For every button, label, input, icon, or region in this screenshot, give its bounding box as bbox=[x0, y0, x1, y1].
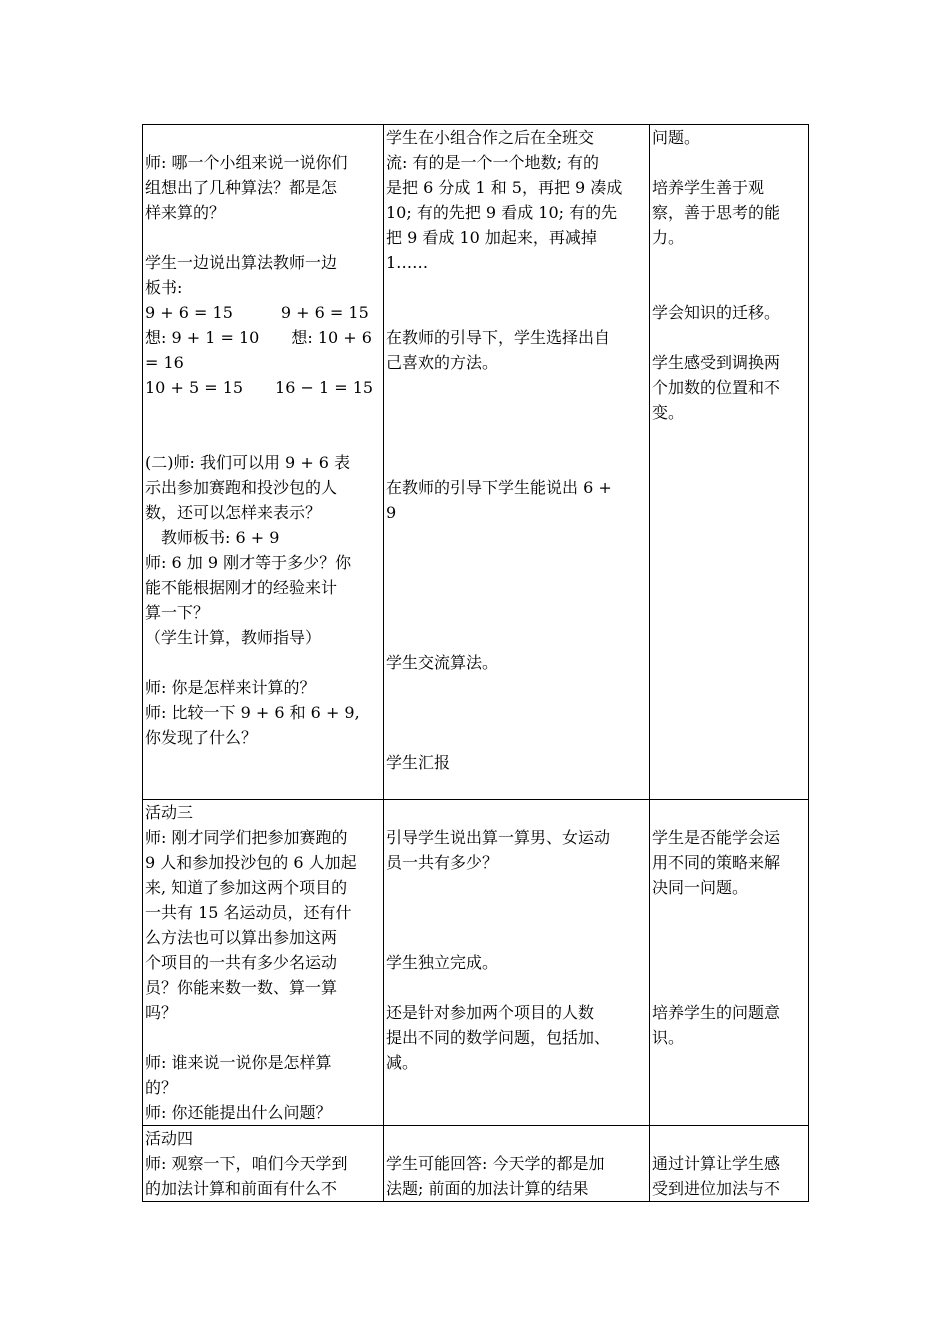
cell-line: 在教师的引导下学生能说出 6 + bbox=[386, 478, 612, 497]
section-heading: 活动四 bbox=[145, 1129, 194, 1148]
cell-line: 引导学生说出算一算男、女运动 bbox=[386, 828, 611, 847]
cell-line: 吗？ bbox=[145, 1003, 178, 1022]
cell-line: 通过计算让学生感 bbox=[652, 1154, 781, 1173]
cell-line: 力。 bbox=[652, 228, 685, 247]
cell-line: 算一下？ bbox=[145, 603, 210, 622]
cell-line: 把 9 看成 10 加起来，再减掉 bbox=[386, 228, 597, 247]
cell-line: 减。 bbox=[386, 1053, 419, 1072]
cell-line: （学生计算，教师指导） bbox=[145, 628, 322, 647]
table-row bbox=[143, 800, 809, 1126]
equation-line: 10 + 5 = 15 16 − 1 = 15 bbox=[145, 378, 374, 397]
cell-line: 师: 谁来说一说你是怎样算 bbox=[145, 1053, 332, 1072]
student-activity-cell bbox=[384, 1126, 650, 1202]
cell-line: 一共有 15 名运动员，还有什 bbox=[145, 903, 352, 922]
cell-line: 9 bbox=[386, 503, 397, 522]
cell-line: 组想出了几种算法？都是怎 bbox=[145, 178, 338, 197]
cell-line: 能不能根据刚才的经验来计 bbox=[145, 578, 338, 597]
cell-line: 受到进位加法与不 bbox=[652, 1179, 781, 1198]
cell-line: 学会知识的迁移。 bbox=[652, 303, 781, 322]
teacher-activity-cell bbox=[143, 800, 384, 1126]
design-intent-cell bbox=[650, 800, 809, 1126]
cell-line: 师: 你是怎样来计算的？ bbox=[145, 678, 316, 697]
cell-line: 师: 6 加 9 刚才等于多少？你 bbox=[145, 553, 352, 572]
table-row bbox=[143, 125, 809, 800]
cell-line: 学生一边说出算法教师一边 bbox=[145, 253, 338, 272]
cell-line: 变。 bbox=[652, 403, 685, 422]
cell-line: 板书: bbox=[145, 278, 183, 297]
equation-line: 想: 9 + 1 = 10 想: 10 + 6 bbox=[145, 328, 372, 347]
lesson-plan-table bbox=[142, 124, 809, 1202]
design-intent-cell bbox=[650, 125, 809, 800]
cell-line: 么方法也可以算出参加这两 bbox=[145, 928, 338, 947]
equation-line: 9 + 6 = 15 9 + 6 = 15 bbox=[145, 303, 369, 322]
teacher-activity-cell bbox=[143, 125, 384, 800]
cell-line: 师: 比较一下 9 + 6 和 6 + 9, bbox=[145, 703, 360, 722]
cell-line: 学生是否能学会运 bbox=[652, 828, 781, 847]
cell-line: 法题; 前面的加法计算的结果 bbox=[386, 1179, 589, 1198]
cell-line: 提出不同的数学问题，包括加、 bbox=[386, 1028, 611, 1047]
cell-line: 问题。 bbox=[652, 128, 701, 147]
cell-line: 己喜欢的方法。 bbox=[386, 353, 499, 372]
cell-line: 决同一问题。 bbox=[652, 878, 749, 897]
section-heading: 活动三 bbox=[145, 803, 194, 822]
cell-line: 的加法计算和前面有什么不 bbox=[145, 1179, 338, 1198]
cell-line: 师: 哪一个小组来说一说你们 bbox=[145, 153, 348, 172]
cell-line: 个项目的一共有多少名运动 bbox=[145, 953, 338, 972]
equation-line: = 16 bbox=[145, 353, 184, 372]
cell-line: 学生可能回答: 今天学的都是加 bbox=[386, 1154, 605, 1173]
table-row bbox=[143, 1126, 809, 1202]
cell-line: 学生交流算法。 bbox=[386, 653, 499, 672]
cell-line: 察，善于思考的能 bbox=[652, 203, 781, 222]
student-activity-cell bbox=[384, 125, 650, 800]
cell-line: 教师板书: 6 + 9 bbox=[145, 528, 280, 547]
cell-line: 员？你能来数一数、算一算 bbox=[145, 978, 338, 997]
cell-line: 学生在小组合作之后在全班交 bbox=[386, 128, 595, 147]
teacher-activity-cell bbox=[143, 1126, 384, 1202]
cell-line: 师: 刚才同学们把参加赛跑的 bbox=[145, 828, 348, 847]
design-intent-cell bbox=[650, 1126, 809, 1202]
cell-line: 来, 知道了参加这两个项目的 bbox=[145, 878, 348, 897]
cell-line: 10; 有的先把 9 看成 10; 有的先 bbox=[386, 203, 618, 222]
cell-line: 你发现了什么？ bbox=[145, 728, 258, 747]
cell-line: 学生感受到调换两 bbox=[652, 353, 781, 372]
cell-line: 员一共有多少？ bbox=[386, 853, 499, 872]
cell-line: (二)师: 我们可以用 9 + 6 表 bbox=[145, 453, 351, 472]
cell-line: 个加数的位置和不 bbox=[652, 378, 781, 397]
cell-line: 9 人和参加投沙包的 6 人加起 bbox=[145, 853, 357, 872]
cell-line: 识。 bbox=[652, 1028, 685, 1047]
cell-line: 1…… bbox=[386, 253, 429, 272]
cell-line: 还是针对参加两个项目的人数 bbox=[386, 1003, 595, 1022]
cell-line: 样来算的？ bbox=[145, 203, 226, 222]
cell-line: 数，还可以怎样来表示？ bbox=[145, 503, 322, 522]
cell-line: 在教师的引导下，学生选择出自 bbox=[386, 328, 611, 347]
cell-line: 流: 有的是一个一个地数; 有的 bbox=[386, 153, 599, 172]
cell-line: 的？ bbox=[145, 1078, 178, 1097]
student-activity-cell bbox=[384, 800, 650, 1126]
cell-line: 学生独立完成。 bbox=[386, 953, 499, 972]
cell-line: 学生汇报 bbox=[386, 753, 451, 772]
cell-line: 培养学生的问题意 bbox=[652, 1003, 781, 1022]
cell-line: 培养学生善于观 bbox=[652, 178, 765, 197]
cell-line: 师: 观察一下，咱们今天学到 bbox=[145, 1154, 348, 1173]
cell-line: 师: 你还能提出什么问题？ bbox=[145, 1103, 332, 1122]
cell-line: 示出参加赛跑和投沙包的人 bbox=[145, 478, 338, 497]
cell-line: 是把 6 分成 1 和 5，再把 9 凑成 bbox=[386, 178, 623, 197]
cell-line: 用不同的策略来解 bbox=[652, 853, 781, 872]
